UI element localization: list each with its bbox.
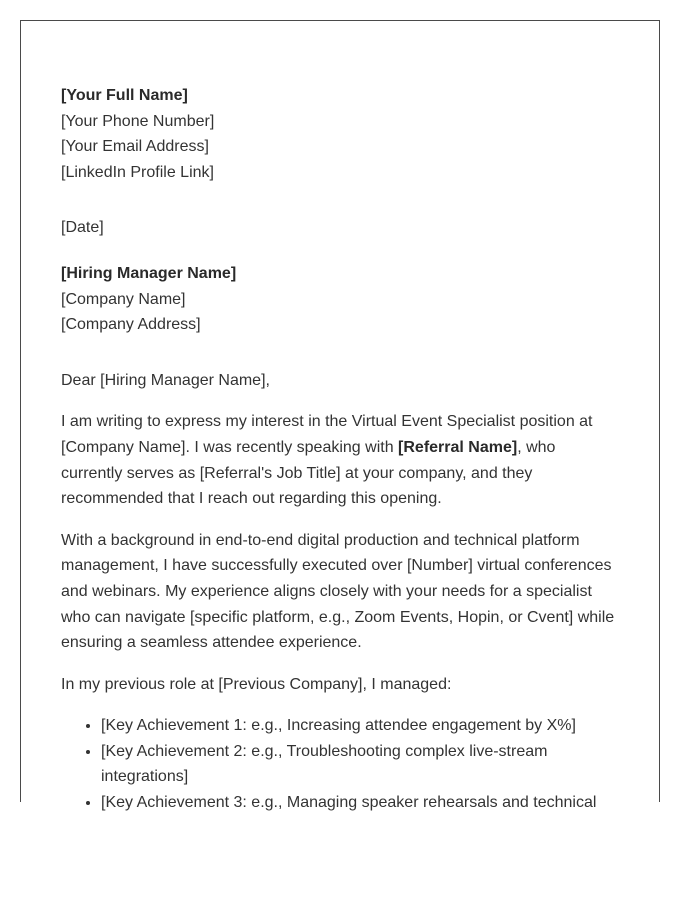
referral-name: [Referral Name] [398,438,518,456]
date-block [61,215,621,241]
recipient-block [61,261,621,338]
list-item: • [Key Achievement 1: e.g., Increasing attendee engagement by X%] [101,713,621,739]
letter-date: [Date] [61,219,104,237]
sender-phone: [Your Phone Number] [61,112,215,130]
paragraph-experience: With a background in end-to-end digital production and technical platform management, I have successfully executed over [Number] virtual conferences and webinars. My experience aligns closely with your needs for a specialist who can navigate [specific platform, e.g., Zoom Events, Hopin, or Cvent] while ensuring a seamless attendee experience. [61,531,615,652]
recipient-company: [Company Name] [61,290,186,308]
paragraph-previous-role: In my previous role at [Previous Company], I managed: [61,675,452,693]
letter-content [61,83,621,816]
paragraph-intro-text-2: , who currently serves as [Referral's Job Title] at your company, and they recommended that I reach out regarding this opening. [61,438,556,508]
achievements-list [61,713,621,815]
recipient-name: [Hiring Manager Name] [61,264,237,282]
salutation: Dear [Hiring Manager Name], [61,371,270,389]
letter-page [20,20,660,812]
sender-name: [Your Full Name] [61,87,188,104]
sender-block [61,83,621,185]
list-item: • [Key Achievement 3: e.g., Managing speaker rehearsals and technical [101,790,621,816]
paragraph-intro [61,409,621,511]
paragraph-intro-text-1: I am writing to express my interest in the Virtual Event Specialist position at [Company Name]. I was recently speaking with [61,413,593,456]
recipient-address: [Company Address] [61,316,201,334]
sender-email: [Your Email Address] [61,138,209,156]
list-item: • [Key Achievement 2: e.g., Troubleshooting complex live-stream integrations] [101,739,621,790]
sender-linkedin: [LinkedIn Profile Link] [61,163,214,181]
